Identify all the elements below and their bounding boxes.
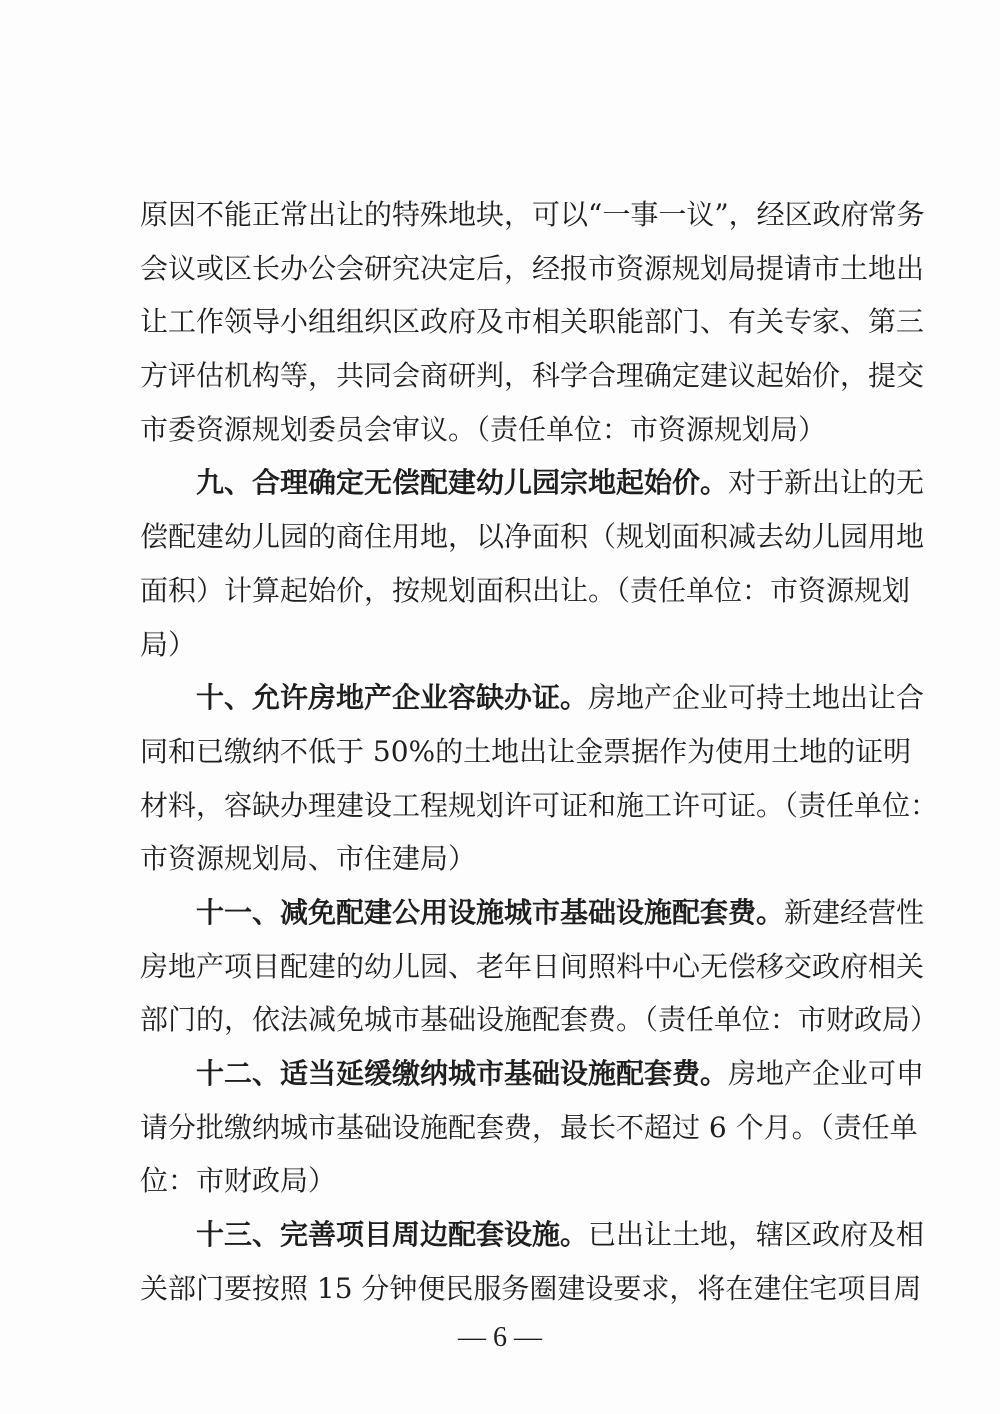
paragraph-line: 方评估机构等，共同会商研判，科学合理确定建议起始价，提交 — [140, 359, 925, 393]
paragraph-line: 让工作领导小组组织区政府及市相关职能部门、有关专家、第三 — [140, 305, 925, 339]
paragraph-line: 原因不能正常出让的特殊地块，可以“一事一议”，经区政府常务 — [140, 198, 925, 231]
paragraph-line: 会议或区长办公会研究决定后，经报市资源规划局提请市土地出 — [140, 251, 925, 285]
item-13-heading: 十三、完善项目周边配套设施。 — [196, 1218, 589, 1252]
item-12-text: 房地产企业可申 — [728, 1057, 925, 1090]
item-12-first-line — [140, 1047, 925, 1101]
item-11-line: 部门的，依法减免城市基础设施配套费。（责任单位：市财政局） — [140, 1003, 939, 1037]
item-12-line: 位：市财政局） — [140, 1164, 337, 1198]
item-10-first-line — [140, 671, 925, 725]
item-11-heading: 十一、减免配建公用设施城市基础设施配套费。 — [196, 895, 785, 929]
item-10-line: 同和已缴纳不低于 50%的土地出让金票据作为使用土地的证明 — [140, 734, 912, 768]
item-9-line: 面积）计算起始价，按规划面积出让。（责任单位：市资源规划 — [140, 573, 911, 607]
item-11-line: 房地产项目配建的幼儿园、老年日间照料中心无偿移交政府相关 — [140, 949, 925, 983]
item-9-heading: 九、合理确定无偿配建幼儿园宗地起始价。 — [196, 466, 729, 500]
item-13-line: 关部门要按照 15 分钟便民服务圈建设要求，将在建住宅项目周 — [140, 1271, 922, 1305]
item-9-text: 对于新出让的无 — [728, 466, 925, 500]
item-10-text: 房地产企业可持土地出让合 — [588, 681, 925, 715]
item-10-line: 市资源规划局、市住建局） — [140, 842, 477, 876]
item-9-line: 局） — [140, 627, 197, 661]
page-number: — 6 — — [458, 1322, 542, 1353]
item-13-text: 已出让土地，辖区政府及相 — [588, 1218, 925, 1252]
item-10-heading: 十、允许房地产企业容缺办证。 — [196, 681, 589, 715]
item-11-first-line — [140, 886, 925, 940]
item-11-text: 新建经营性 — [784, 895, 925, 929]
item-12-heading: 十二、适当延缓缴纳城市基础设施配套费。 — [196, 1057, 729, 1090]
paragraph-line: 市委资源规划委员会审议。（责任单位：市资源规划局） — [140, 412, 827, 446]
item-9-first-line — [140, 456, 925, 510]
item-9-line: 偿配建幼儿园的商住用地，以净面积（规划面积减去幼儿园用地 — [140, 520, 925, 554]
item-13-first-line — [140, 1208, 925, 1262]
document-body — [140, 188, 939, 1315]
item-10-line: 材料，容缺办理建设工程规划许可证和施工许可证。（责任单位： — [140, 788, 939, 822]
item-12-line: 请分批缴纳城市基础设施配套费，最长不超过 6 个月。（责任单 — [140, 1110, 918, 1144]
